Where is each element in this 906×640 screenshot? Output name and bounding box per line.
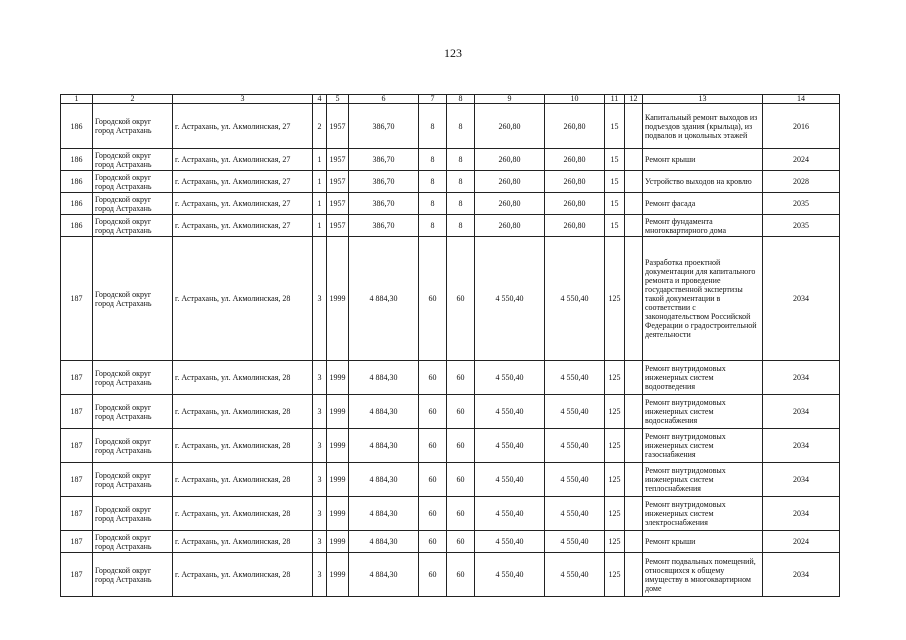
column-6-cell: 4 884,30 xyxy=(349,553,419,597)
table-row xyxy=(61,429,840,463)
year-cell: 1999 xyxy=(327,497,349,531)
completion-year-cell: 2035 xyxy=(763,193,840,215)
column-4-cell: 3 xyxy=(313,361,327,395)
header-cell: 11 xyxy=(605,95,625,104)
year-cell: 1957 xyxy=(327,171,349,193)
column-10-cell: 4 550,40 xyxy=(545,395,605,429)
work-type-cell: Капитальный ремонт выходов из подъездов здания (крыльца), из подвалов и цокольных этажей xyxy=(643,104,763,149)
column-7-cell: 60 xyxy=(419,497,447,531)
column-8-cell: 8 xyxy=(447,171,475,193)
work-type-cell: Ремонт крыши xyxy=(643,149,763,171)
table-row xyxy=(61,531,840,553)
column-7-cell: 60 xyxy=(419,237,447,361)
column-12-cell xyxy=(625,463,643,497)
column-4-cell: 3 xyxy=(313,237,327,361)
address-cell: г. Астрахань, ул. Акмолинская, 27 xyxy=(173,149,313,171)
page-number: 123 xyxy=(444,46,462,60)
column-10-cell: 4 550,40 xyxy=(545,237,605,361)
column-6-cell: 386,70 xyxy=(349,215,419,237)
work-type-cell: Разработка проектной документации для капитального ремонта и проведение государственной экспертизы такой документации в соответствии с законодательством Российской Федерации о градостроительной деятельности xyxy=(643,237,763,361)
table-row xyxy=(61,215,840,237)
table-header xyxy=(61,95,840,104)
column-9-cell: 260,80 xyxy=(475,193,545,215)
column-10-cell: 260,80 xyxy=(545,215,605,237)
column-4-cell: 3 xyxy=(313,463,327,497)
column-11-cell: 15 xyxy=(605,193,625,215)
column-11-cell: 15 xyxy=(605,104,625,149)
row-number-cell: 187 xyxy=(61,531,93,553)
column-4-cell: 1 xyxy=(313,193,327,215)
year-cell: 1957 xyxy=(327,149,349,171)
completion-year-cell: 2034 xyxy=(763,497,840,531)
column-7-cell: 60 xyxy=(419,429,447,463)
column-8-cell: 60 xyxy=(447,237,475,361)
header-cell: 14 xyxy=(763,95,840,104)
column-8-cell: 60 xyxy=(447,429,475,463)
year-cell: 1999 xyxy=(327,531,349,553)
address-cell: г. Астрахань, ул. Акмолинская, 28 xyxy=(173,553,313,597)
column-12-cell xyxy=(625,361,643,395)
column-9-cell: 4 550,40 xyxy=(475,497,545,531)
column-6-cell: 386,70 xyxy=(349,193,419,215)
year-cell: 1999 xyxy=(327,463,349,497)
table-row xyxy=(61,171,840,193)
table-row xyxy=(61,553,840,597)
column-11-cell: 125 xyxy=(605,463,625,497)
column-9-cell: 4 550,40 xyxy=(475,553,545,597)
column-11-cell: 125 xyxy=(605,497,625,531)
table-row xyxy=(61,237,840,361)
address-cell: г. Астрахань, ул. Акмолинская, 27 xyxy=(173,215,313,237)
column-11-cell: 125 xyxy=(605,531,625,553)
column-6-cell: 4 884,30 xyxy=(349,497,419,531)
completion-year-cell: 2024 xyxy=(763,531,840,553)
column-4-cell: 1 xyxy=(313,171,327,193)
column-10-cell: 4 550,40 xyxy=(545,531,605,553)
column-7-cell: 8 xyxy=(419,215,447,237)
work-type-cell: Ремонт крыши xyxy=(643,531,763,553)
work-type-cell: Ремонт фасада xyxy=(643,193,763,215)
address-cell: г. Астрахань, ул. Акмолинская, 27 xyxy=(173,193,313,215)
column-7-cell: 8 xyxy=(419,193,447,215)
column-10-cell: 4 550,40 xyxy=(545,463,605,497)
municipality-cell: Городской округ город Астрахань xyxy=(93,215,173,237)
column-7-cell: 8 xyxy=(419,149,447,171)
column-7-cell: 60 xyxy=(419,531,447,553)
column-9-cell: 4 550,40 xyxy=(475,463,545,497)
table-row xyxy=(61,104,840,149)
header-cell: 2 xyxy=(93,95,173,104)
year-cell: 1957 xyxy=(327,104,349,149)
municipality-cell: Городской округ город Астрахань xyxy=(93,497,173,531)
capital-repair-table xyxy=(60,94,840,597)
column-11-cell: 125 xyxy=(605,361,625,395)
year-cell: 1999 xyxy=(327,361,349,395)
column-6-cell: 4 884,30 xyxy=(349,531,419,553)
year-cell: 1999 xyxy=(327,429,349,463)
municipality-cell: Городской округ город Астрахань xyxy=(93,171,173,193)
work-type-cell: Ремонт фундамента многоквартирного дома xyxy=(643,215,763,237)
table-row xyxy=(61,497,840,531)
completion-year-cell: 2034 xyxy=(763,429,840,463)
address-cell: г. Астрахань, ул. Акмолинская, 27 xyxy=(173,104,313,149)
column-12-cell xyxy=(625,429,643,463)
work-type-cell: Ремонт подвальных помещений, относящихся к общему имуществу в многоквартирном доме xyxy=(643,553,763,597)
address-cell: г. Астрахань, ул. Акмолинская, 28 xyxy=(173,463,313,497)
column-8-cell: 60 xyxy=(447,553,475,597)
year-cell: 1999 xyxy=(327,553,349,597)
year-cell: 1999 xyxy=(327,395,349,429)
header-cell: 5 xyxy=(327,95,349,104)
column-7-cell: 60 xyxy=(419,553,447,597)
address-cell: г. Астрахань, ул. Акмолинская, 28 xyxy=(173,395,313,429)
column-10-cell: 260,80 xyxy=(545,149,605,171)
table-row xyxy=(61,149,840,171)
work-type-cell: Ремонт внутридомовых инженерных систем газоснабжения xyxy=(643,429,763,463)
header-cell: 4 xyxy=(313,95,327,104)
address-cell: г. Астрахань, ул. Акмолинская, 28 xyxy=(173,429,313,463)
column-9-cell: 4 550,40 xyxy=(475,237,545,361)
column-8-cell: 60 xyxy=(447,531,475,553)
municipality-cell: Городской округ город Астрахань xyxy=(93,104,173,149)
header-cell: 12 xyxy=(625,95,643,104)
column-9-cell: 4 550,40 xyxy=(475,395,545,429)
header-cell: 13 xyxy=(643,95,763,104)
address-cell: г. Астрахань, ул. Акмолинская, 28 xyxy=(173,497,313,531)
column-12-cell xyxy=(625,149,643,171)
row-number-cell: 187 xyxy=(61,395,93,429)
column-8-cell: 60 xyxy=(447,463,475,497)
municipality-cell: Городской округ город Астрахань xyxy=(93,237,173,361)
row-number-cell: 187 xyxy=(61,429,93,463)
column-4-cell: 1 xyxy=(313,149,327,171)
column-6-cell: 4 884,30 xyxy=(349,395,419,429)
completion-year-cell: 2034 xyxy=(763,463,840,497)
work-type-cell: Ремонт внутридомовых инженерных систем водоотведения xyxy=(643,361,763,395)
column-7-cell: 8 xyxy=(419,104,447,149)
column-4-cell: 3 xyxy=(313,553,327,597)
column-12-cell xyxy=(625,531,643,553)
column-9-cell: 260,80 xyxy=(475,171,545,193)
column-12-cell xyxy=(625,395,643,429)
address-cell: г. Астрахань, ул. Акмолинская, 27 xyxy=(173,171,313,193)
column-11-cell: 15 xyxy=(605,171,625,193)
municipality-cell: Городской округ город Астрахань xyxy=(93,531,173,553)
column-8-cell: 8 xyxy=(447,215,475,237)
completion-year-cell: 2024 xyxy=(763,149,840,171)
header-cell: 6 xyxy=(349,95,419,104)
column-10-cell: 260,80 xyxy=(545,193,605,215)
municipality-cell: Городской округ город Астрахань xyxy=(93,193,173,215)
column-6-cell: 4 884,30 xyxy=(349,463,419,497)
row-number-cell: 187 xyxy=(61,237,93,361)
row-number-cell: 186 xyxy=(61,104,93,149)
column-10-cell: 4 550,40 xyxy=(545,361,605,395)
row-number-cell: 186 xyxy=(61,171,93,193)
header-cell: 8 xyxy=(447,95,475,104)
column-12-cell xyxy=(625,193,643,215)
column-4-cell: 3 xyxy=(313,395,327,429)
column-11-cell: 125 xyxy=(605,553,625,597)
completion-year-cell: 2028 xyxy=(763,171,840,193)
column-10-cell: 4 550,40 xyxy=(545,553,605,597)
work-type-cell: Ремонт внутридомовых инженерных систем теплоснабжения xyxy=(643,463,763,497)
column-9-cell: 4 550,40 xyxy=(475,531,545,553)
year-cell: 1957 xyxy=(327,215,349,237)
column-7-cell: 60 xyxy=(419,395,447,429)
municipality-cell: Городской округ город Астрахань xyxy=(93,553,173,597)
column-6-cell: 386,70 xyxy=(349,171,419,193)
row-number-cell: 187 xyxy=(61,497,93,531)
column-10-cell: 4 550,40 xyxy=(545,497,605,531)
column-4-cell: 2 xyxy=(313,104,327,149)
table-row xyxy=(61,395,840,429)
column-6-cell: 4 884,30 xyxy=(349,237,419,361)
column-4-cell: 3 xyxy=(313,531,327,553)
column-12-cell xyxy=(625,553,643,597)
work-type-cell: Ремонт внутридомовых инженерных систем электроснабжения xyxy=(643,497,763,531)
year-cell: 1957 xyxy=(327,193,349,215)
table-row xyxy=(61,361,840,395)
column-9-cell: 4 550,40 xyxy=(475,429,545,463)
municipality-cell: Городской округ город Астрахань xyxy=(93,361,173,395)
column-6-cell: 386,70 xyxy=(349,104,419,149)
column-7-cell: 60 xyxy=(419,361,447,395)
column-12-cell xyxy=(625,104,643,149)
column-7-cell: 8 xyxy=(419,171,447,193)
row-number-cell: 186 xyxy=(61,215,93,237)
column-8-cell: 8 xyxy=(447,104,475,149)
column-11-cell: 125 xyxy=(605,429,625,463)
column-7-cell: 60 xyxy=(419,463,447,497)
column-10-cell: 260,80 xyxy=(545,171,605,193)
completion-year-cell: 2035 xyxy=(763,215,840,237)
column-12-cell xyxy=(625,215,643,237)
address-cell: г. Астрахань, ул. Акмолинская, 28 xyxy=(173,237,313,361)
row-number-cell: 187 xyxy=(61,463,93,497)
table-row xyxy=(61,193,840,215)
column-12-cell xyxy=(625,237,643,361)
column-9-cell: 260,80 xyxy=(475,149,545,171)
row-number-cell: 187 xyxy=(61,553,93,597)
municipality-cell: Городской округ город Астрахань xyxy=(93,149,173,171)
column-6-cell: 4 884,30 xyxy=(349,361,419,395)
header-row xyxy=(61,95,840,104)
column-4-cell: 3 xyxy=(313,497,327,531)
header-cell: 7 xyxy=(419,95,447,104)
table-body xyxy=(61,104,840,597)
address-cell: г. Астрахань, ул. Акмолинская, 28 xyxy=(173,531,313,553)
column-10-cell: 260,80 xyxy=(545,104,605,149)
work-type-cell: Ремонт внутридомовых инженерных систем водоснабжения xyxy=(643,395,763,429)
completion-year-cell: 2016 xyxy=(763,104,840,149)
column-8-cell: 60 xyxy=(447,395,475,429)
work-type-cell: Устройство выходов на кровлю xyxy=(643,171,763,193)
column-11-cell: 15 xyxy=(605,149,625,171)
completion-year-cell: 2034 xyxy=(763,395,840,429)
column-11-cell: 125 xyxy=(605,395,625,429)
column-9-cell: 260,80 xyxy=(475,215,545,237)
completion-year-cell: 2034 xyxy=(763,553,840,597)
completion-year-cell: 2034 xyxy=(763,237,840,361)
municipality-cell: Городской округ город Астрахань xyxy=(93,429,173,463)
header-cell: 3 xyxy=(173,95,313,104)
column-8-cell: 60 xyxy=(447,361,475,395)
column-6-cell: 4 884,30 xyxy=(349,429,419,463)
column-10-cell: 4 550,40 xyxy=(545,429,605,463)
column-8-cell: 60 xyxy=(447,497,475,531)
municipality-cell: Городской округ город Астрахань xyxy=(93,463,173,497)
header-cell: 9 xyxy=(475,95,545,104)
header-cell: 1 xyxy=(61,95,93,104)
year-cell: 1999 xyxy=(327,237,349,361)
row-number-cell: 186 xyxy=(61,149,93,171)
municipality-cell: Городской округ город Астрахань xyxy=(93,395,173,429)
row-number-cell: 186 xyxy=(61,193,93,215)
column-11-cell: 125 xyxy=(605,237,625,361)
column-9-cell: 260,80 xyxy=(475,104,545,149)
column-4-cell: 1 xyxy=(313,215,327,237)
completion-year-cell: 2034 xyxy=(763,361,840,395)
address-cell: г. Астрахань, ул. Акмолинская, 28 xyxy=(173,361,313,395)
column-8-cell: 8 xyxy=(447,149,475,171)
table-row xyxy=(61,463,840,497)
column-6-cell: 386,70 xyxy=(349,149,419,171)
column-11-cell: 15 xyxy=(605,215,625,237)
column-9-cell: 4 550,40 xyxy=(475,361,545,395)
column-12-cell xyxy=(625,497,643,531)
header-cell: 10 xyxy=(545,95,605,104)
column-4-cell: 3 xyxy=(313,429,327,463)
column-8-cell: 8 xyxy=(447,193,475,215)
column-12-cell xyxy=(625,171,643,193)
row-number-cell: 187 xyxy=(61,361,93,395)
